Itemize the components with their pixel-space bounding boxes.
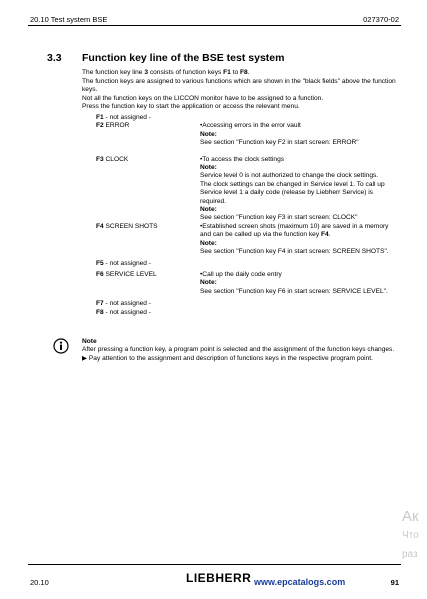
fkey-desc-text bbox=[200, 223, 390, 240]
fkey-name: SCREEN SHOTS bbox=[103, 222, 158, 230]
fkey-id: F2 bbox=[96, 122, 104, 130]
intro-paragraph-3: Not all the function keys on the LICCON monitor have to be assigned to a function. bbox=[82, 94, 324, 102]
fkey-description bbox=[200, 300, 390, 308]
intro-paragraph-1 bbox=[82, 69, 400, 78]
header-doc-number: 027370-02 bbox=[363, 15, 399, 24]
fkey-description bbox=[200, 114, 390, 122]
desc-span: •Established screen shots (maximum 10) are saved in a memory and can be called up via the function key bbox=[200, 222, 389, 239]
desc-bold-key: F4 bbox=[320, 231, 329, 239]
footer-url-link[interactable]: www.epcatalogs.com bbox=[254, 577, 346, 587]
intro-text bbox=[82, 69, 400, 112]
see-section-ref: See section "Function key F6 in start screen: SERVICE LEVEL". bbox=[200, 287, 388, 295]
intro-bold-line-number: 3 bbox=[144, 69, 148, 76]
watermark-line-2: Что bbox=[402, 530, 419, 541]
fkey-id: F4 bbox=[96, 222, 104, 230]
intro-text-span: . bbox=[247, 69, 250, 76]
watermark-line-1: Ак bbox=[402, 508, 419, 525]
footer-divider bbox=[28, 564, 401, 565]
intro-text-span: to bbox=[230, 69, 240, 76]
note-label: Note: bbox=[200, 130, 217, 138]
fkey-label bbox=[96, 223, 200, 257]
fkey-label bbox=[96, 271, 200, 296]
fkey-name: ERROR bbox=[103, 122, 130, 130]
note-label: Note: bbox=[200, 164, 217, 172]
intro-paragraph-2: The function keys are assigned to various functions which are shown in the "black fields" above the function keys. bbox=[82, 77, 396, 94]
footer-chapter: 20.10 bbox=[30, 578, 49, 587]
fkey-id: F5 bbox=[96, 259, 104, 267]
desc-span: . bbox=[328, 231, 331, 239]
service-level-text: Service level 0 is not authorized to change the clock settings. The clock settings can be changed in Service level 1. To call up Service level 1 a daily code (release by Liebherr Service) is required. bbox=[200, 172, 385, 205]
fkey-description bbox=[200, 271, 390, 296]
fkey-row-f5 bbox=[96, 260, 416, 268]
fkey-name: - not assigned - bbox=[103, 300, 151, 308]
fkey-description bbox=[200, 260, 390, 268]
fkey-name: CLOCK bbox=[103, 155, 129, 163]
fkey-id: F7 bbox=[96, 300, 104, 308]
fkey-name: - not assigned - bbox=[103, 114, 151, 121]
fkey-row-f8 bbox=[96, 309, 416, 317]
fkey-description bbox=[200, 309, 390, 317]
note-label: Note: bbox=[200, 206, 217, 214]
fkey-description bbox=[200, 122, 390, 147]
fkey-label bbox=[96, 156, 200, 223]
fkey-row-f7 bbox=[96, 300, 416, 308]
note-block bbox=[82, 338, 400, 363]
fkey-row-f6 bbox=[96, 271, 416, 296]
see-section-ref: See section "Function key F4 in start screen: SCREEN SHOTS". bbox=[200, 248, 389, 256]
fkey-row-f1 bbox=[96, 114, 416, 122]
fkey-desc-text: •To access the clock settings bbox=[200, 155, 285, 163]
intro-text-span: The function key line bbox=[82, 69, 145, 76]
fkey-description bbox=[200, 156, 390, 223]
see-section-ref: See section "Function key F2 in start screen: ERROR" bbox=[200, 139, 359, 147]
info-icon bbox=[53, 338, 69, 354]
fkey-id: F1 bbox=[96, 114, 104, 121]
fkey-description bbox=[200, 223, 390, 257]
fkey-label bbox=[96, 260, 200, 268]
header-divider bbox=[28, 25, 401, 26]
fkey-desc-text: •Accessing errors in the error vault bbox=[200, 122, 301, 130]
fkey-label bbox=[96, 309, 200, 317]
intro-paragraph-4: Press the function key to start the application or access the relevant menu. bbox=[82, 103, 300, 111]
note-label: Note: bbox=[200, 279, 217, 287]
fkey-name: - not assigned - bbox=[103, 308, 151, 316]
section-title: Function key line of the BSE test system bbox=[82, 52, 285, 64]
fkey-id: F6 bbox=[96, 270, 104, 278]
fkey-name: - not assigned - bbox=[103, 259, 151, 267]
fkey-id: F8 bbox=[96, 308, 104, 316]
section-number: 3.3 bbox=[47, 52, 62, 64]
intro-bold-f8: F8 bbox=[240, 69, 248, 76]
page-number: 91 bbox=[390, 578, 399, 587]
fkey-label bbox=[96, 300, 200, 308]
intro-bold-f1: F1 bbox=[223, 69, 231, 76]
fkey-desc-text: •Call up the daily code entry bbox=[200, 270, 282, 278]
note-action bbox=[82, 355, 400, 363]
note-label: Note: bbox=[200, 239, 217, 247]
see-section-ref: See section "Function key F3 in start screen: CLOCK" bbox=[200, 214, 358, 222]
note-text: After pressing a function key, a program point is selected and the assignment of the function keys changes. bbox=[82, 346, 395, 354]
arrow-bullet-icon: ▶ bbox=[82, 354, 88, 362]
fkey-row-f4 bbox=[96, 223, 416, 257]
fkey-id: F3 bbox=[96, 155, 104, 163]
liebherr-logo: LIEBHERR bbox=[186, 571, 252, 585]
fkey-label bbox=[96, 122, 200, 147]
fkey-row-f3 bbox=[96, 156, 416, 223]
fkey-row-f2 bbox=[96, 122, 416, 147]
header-chapter: 20.10 Test system BSE bbox=[30, 15, 108, 24]
function-key-list bbox=[96, 114, 416, 317]
watermark-line-3: раз bbox=[402, 549, 418, 560]
intro-text-span: consists of function keys bbox=[147, 69, 224, 76]
note-heading: Note bbox=[82, 338, 97, 345]
note-action-text: Pay attention to the assignment and description of functions keys in the respective program point. bbox=[87, 354, 373, 362]
fkey-label bbox=[96, 114, 200, 122]
fkey-name: SERVICE LEVEL bbox=[103, 270, 157, 278]
